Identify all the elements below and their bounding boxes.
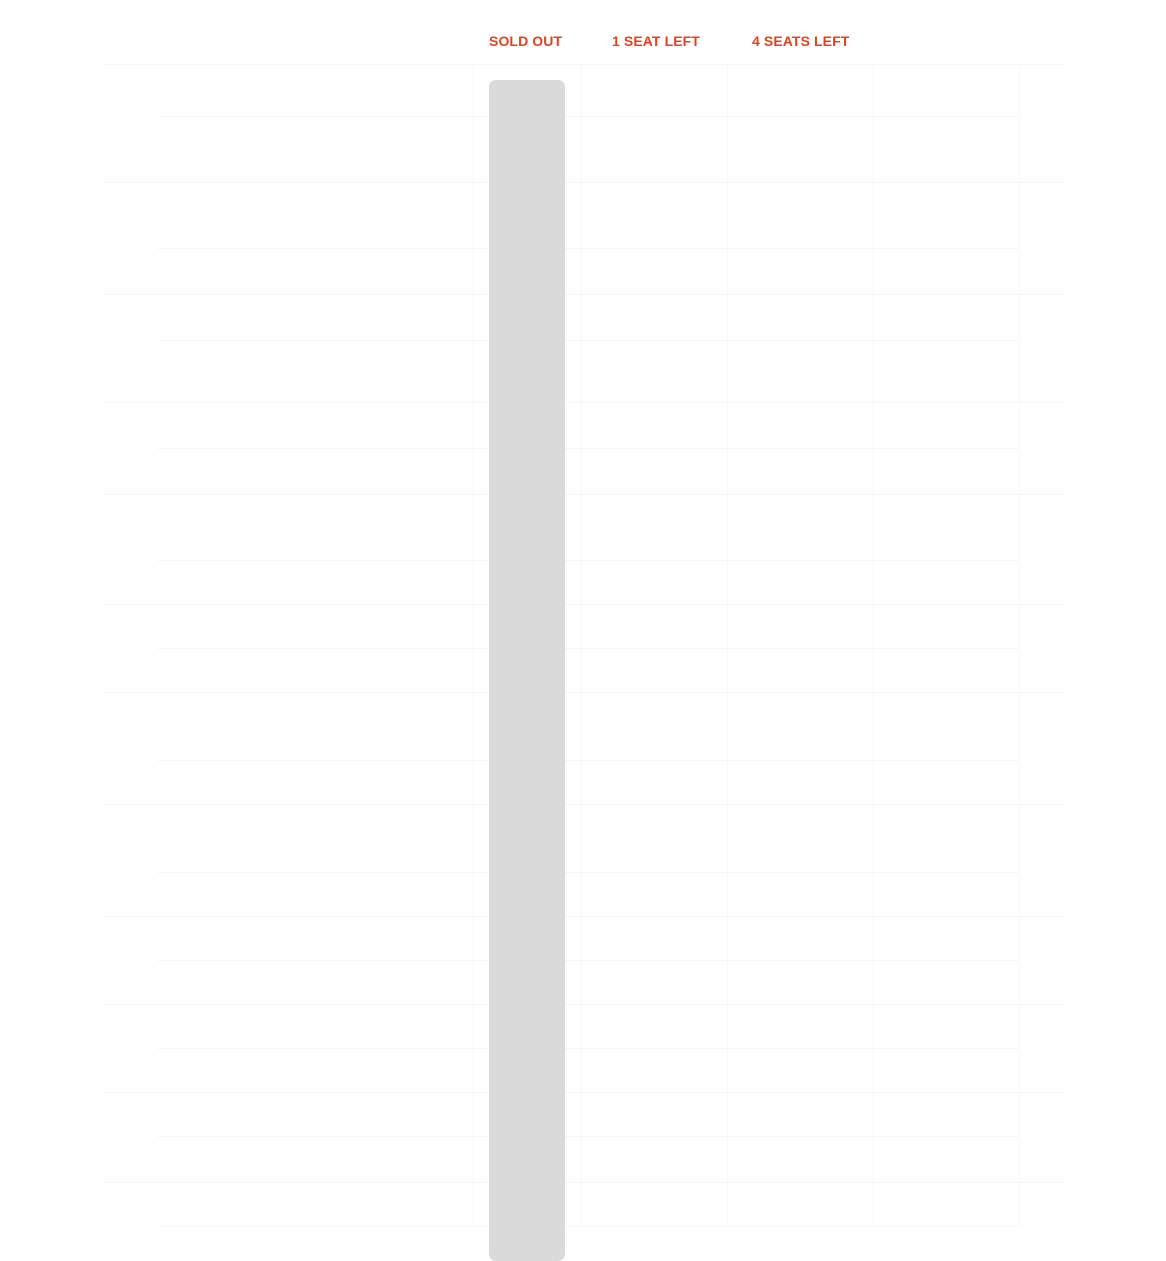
grid-row-line xyxy=(104,182,1064,183)
grid-row-line xyxy=(158,1048,1018,1049)
grid-row-line xyxy=(158,1226,1018,1227)
one-seat-left-label: 1 SEAT LEFT xyxy=(612,33,700,49)
grid-row-line xyxy=(158,1136,1018,1137)
grid-column-line xyxy=(1019,64,1020,1227)
grid-row-line xyxy=(104,1004,1064,1005)
grid-column-line xyxy=(473,64,474,1227)
grid-row-line xyxy=(104,494,1064,495)
grid-column-line xyxy=(727,64,728,1227)
sold-out-label: SOLD OUT xyxy=(489,33,563,49)
grid-row-line xyxy=(104,64,1064,65)
grid-row-line xyxy=(158,448,1018,449)
grid-row-line xyxy=(104,804,1064,805)
grid-column-line xyxy=(581,64,582,1227)
grid-row-line xyxy=(104,916,1064,917)
sold-out-column xyxy=(489,80,565,1261)
grid-column-line xyxy=(873,64,874,1227)
grid-row-line xyxy=(158,248,1018,249)
grid-row-line xyxy=(158,116,1018,117)
grid-row-line xyxy=(158,340,1018,341)
grid-row-line xyxy=(158,560,1018,561)
grid-row-line xyxy=(104,402,1064,403)
four-seats-left-label: 4 SEATS LEFT xyxy=(752,33,850,49)
grid-row-line xyxy=(158,872,1018,873)
grid-row-line xyxy=(104,692,1064,693)
grid-row-line xyxy=(104,1182,1064,1183)
grid-row-line xyxy=(104,294,1064,295)
grid-row-line xyxy=(158,960,1018,961)
grid-row-line xyxy=(104,1092,1064,1093)
grid-row-line xyxy=(158,648,1018,649)
grid-row-line xyxy=(104,604,1064,605)
grid-row-line xyxy=(158,760,1018,761)
